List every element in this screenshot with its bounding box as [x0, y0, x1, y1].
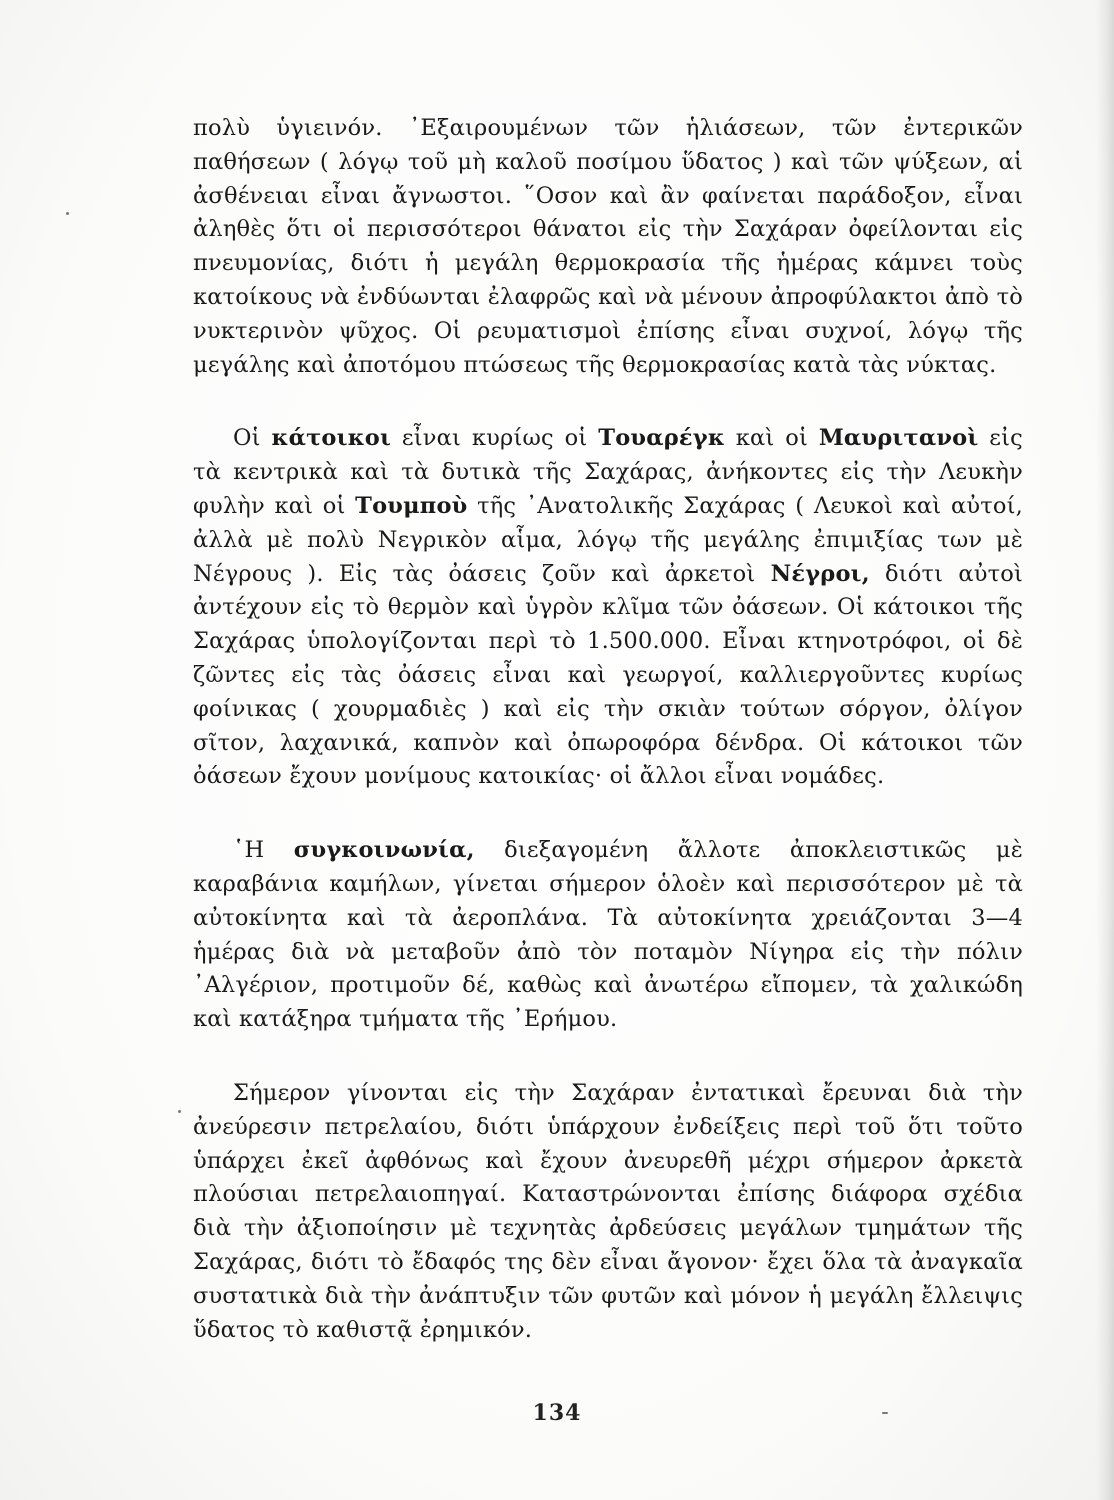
term-negroes: Νέγροι, — [770, 560, 870, 587]
text-run: διότι αὐτοὶ ἀντέχουν εἰς τὸ θερμὸν καὶ ὑγρὸν κλῖμα τῶν ὀάσεων. Οἱ κάτοικοι τῆς Σαχάρας ὑπολογίζονται περὶ τὸ 1.500.000. Εἶναι κτηνοτρόφοι, οἱ δὲ ζῶντες εἰς τὰς ὀάσεις εἶναι καὶ γεωργοί, καλλιεργοῦντες κυρίως φοίνικας ( χουρμαδιὲς ) καὶ εἰς τὴν σκιὰν τούτων σόργον, ὀλίγον σῖτον, λαχανικά, καπνὸν καὶ ὀπωροφόρα δένδρα. Οἱ κάτοικοι τῶν ὀάσεων ἔχουν μονίμους κατοικίας· οἱ ἄλλοι εἶναι νομάδες. — [193, 560, 1024, 790]
paragraph-transport — [193, 834, 1023, 1037]
paragraph-petroleum — [193, 1077, 1023, 1347]
text-run: καὶ οἱ — [724, 425, 819, 452]
term-inhabitants: κάτοικοι — [271, 425, 392, 452]
text-run: εἰς τὰ κεντρικὰ καὶ τὰ δυτικὰ τῆς Σαχάρας, ἀνήκοντες εἰς τὴν Λευκὴν φυλὴν καὶ οἱ — [193, 425, 1023, 519]
paragraph-text: πολὺ ὑγιεινόν. ᾿Εξαιρουμένων τῶν ἡλιάσεων, τῶν ἐντερικῶν παθήσεων ( λόγῳ τοῦ μὴ καλοῦ ποσίμου ὕδατος ) καὶ τῶν ψύξεων, αἱ ἀσθένειαι εἶναι ἄγνωστοι. ῞Οσον καὶ ἂν φαίνεται παράδοξον, εἶναι ἀληθὲς ὅτι οἱ περισσότεροι θάνατοι εἰς τὴν Σαχάραν ὀφείλονται εἰς πνευμονίας, διότι ἡ μεγάλη θερμοκρασία τῆς ἡμέρας κάμνει τοὺς κατοίκους νὰ ἐνδύωνται ἐλαφρῶς καὶ νὰ μένουν ἀπροφύλακτοι ἀπὸ τὸ νυκτερινὸν ψῦχος. Οἱ ρευματισμοὶ ἐπίσης εἶναι συχνοί, λόγῳ τῆς μεγάλης καὶ ἀποτόμου πτώσεως τῆς θερμοκρασίας κατὰ τὰς νύκτας. — [193, 115, 1023, 378]
term-transport: συγκοινωνία, — [293, 837, 475, 864]
text-run: Οἱ — [233, 425, 272, 452]
page-number: 134 — [532, 1400, 582, 1426]
paragraph-inhabitants — [193, 422, 1023, 794]
print-speck — [178, 1110, 181, 1113]
print-speck — [882, 1412, 888, 1414]
term-tubu: Τουμποὺ — [355, 492, 468, 519]
term-mauritanians: Μαυριτανοὶ — [818, 425, 979, 452]
body-text — [193, 112, 1023, 1347]
text-run: τῆς ᾿Ανατολικῆς Σαχάρας ( Λευκοὶ καὶ αὐτοί, ἀλλὰ μὲ πολὺ Νεγρικὸν αἷμα, λόγῳ τῆς μεγάλης ἐπιμιξίας των μὲ Νέγρους ). Εἰς τὰς ὀάσεις ζοῦν καὶ ἀρκετοὶ — [193, 492, 1023, 587]
term-tuareg: Τουαρέγκ — [598, 425, 725, 452]
paragraph-health — [193, 112, 1023, 382]
print-speck — [66, 212, 69, 215]
paragraph-text: Σήμερον γίνονται εἰς τὴν Σαχάραν ἐντατικαὶ ἔρευναι διὰ τὴν ἀνεύρεσιν πετρελαίου, διότι ὑπάρχουν ἐνδείξεις περὶ τοῦ ὅτι τοῦτο ὑπάρχει ἐκεῖ ἀφθόνως καὶ ἔχουν ἀνευρεθῆ μέχρι σήμερον ἀρκετὰ πλούσιαι πετρελαιοπηγαί. Καταστρώνονται ἐπίσης διάφορα σχέδια διὰ τὴν ἀξιοποίησιν μὲ τεχνητὰς ἀρδεύσεις μεγάλων τμημάτων τῆς Σαχάρας, διότι τὸ ἔδαφός της δὲν εἶναι ἄγονον· ἔχει ὅλα τὰ ἀναγκαῖα συστατικὰ διὰ τὴν ἀνάπτυξιν τῶν φυτῶν καὶ μόνον ἡ μεγάλη ἔλλειψις ὕδατος τὸ καθιστᾷ ἐρημικόν. — [193, 1079, 1023, 1343]
page-edge-shadow — [1096, 0, 1114, 1500]
text-run: εἶναι κυρίως οἱ — [391, 425, 599, 452]
text-run: διεξαγομένη ἄλλοτε ἀποκλειστικῶς μὲ καραβάνια καμήλων, γίνεται σήμερον ὁλοὲν καὶ περισσότερον μὲ τὰ αὐτοκίνητα καὶ τὰ ἀεροπλάνα. Τὰ αὐτοκίνητα χρειάζονται 3—4 ἡμέρας διὰ νὰ μεταβοῦν ἀπὸ τὸν ποταμὸν Νίγηρα εἰς τὴν πόλιν ᾿Αλγέριον, προτιμοῦν δέ, καθὼς καὶ ἀνωτέρω εἴπομεν, τὰ χαλικώδη καὶ κατάξηρα τμήματα τῆς ᾿Ερήμου. — [193, 837, 1023, 1033]
text-run: ῾Η — [233, 837, 294, 864]
